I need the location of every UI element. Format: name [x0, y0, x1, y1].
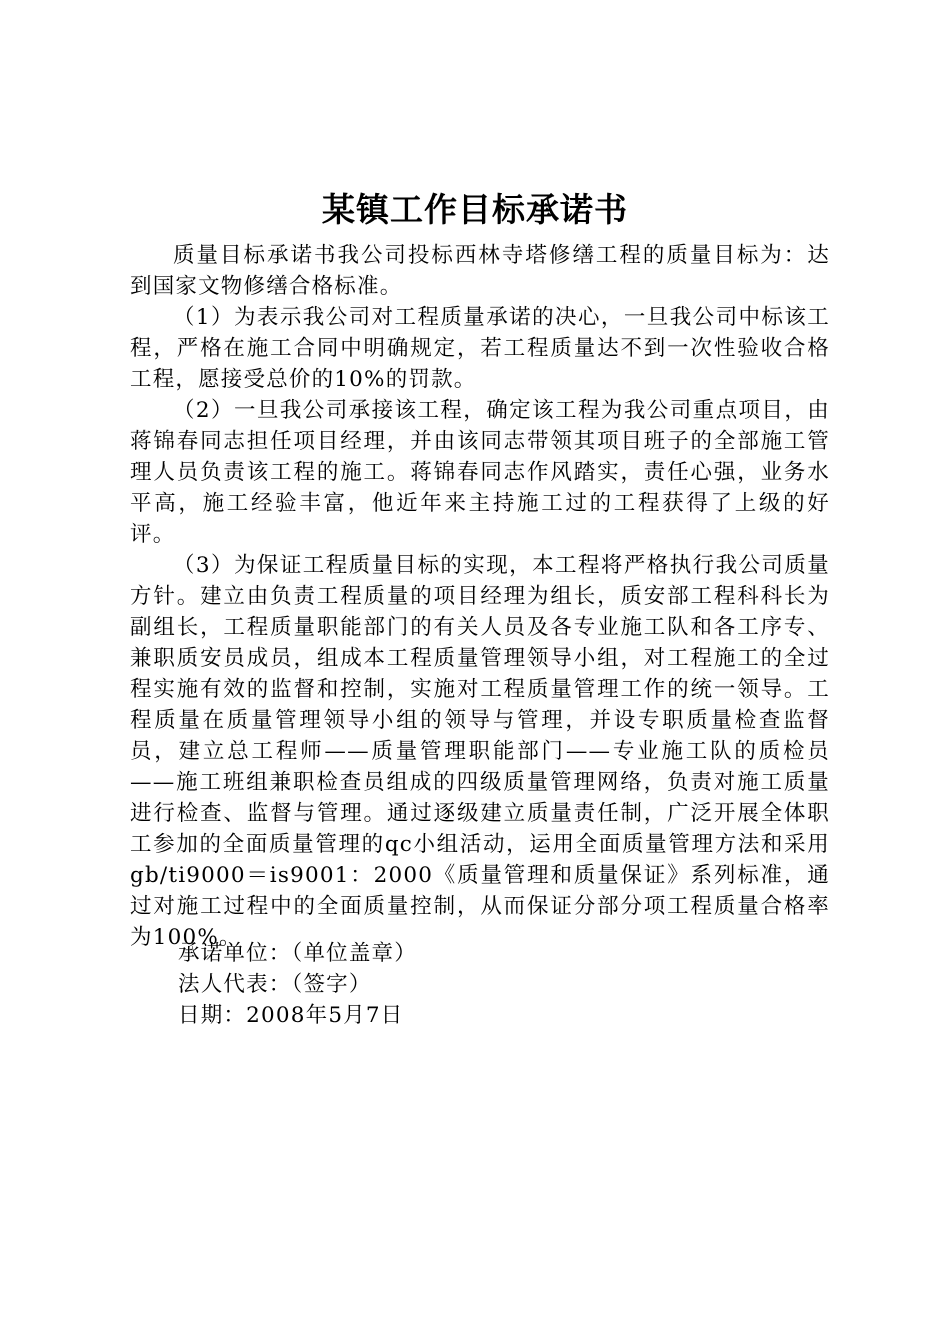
- signature-date: 日期：2008年5月7日: [178, 1003, 404, 1028]
- document-title: 某镇工作目标承诺书: [322, 190, 628, 229]
- signature-unit: 承诺单位：（单位盖章）: [178, 941, 417, 966]
- signature-representative: 法人代表：（签字）: [178, 972, 372, 997]
- paragraph-item-1: （1）为表示我公司对工程质量承诺的决心，一旦我公司中标该工程，严格在施工合同中明确规定，若工程质量达不到一次性验收合格工程，愿接受总价的10%的罚款。: [130, 305, 830, 392]
- signature-block: [178, 938, 828, 1031]
- paragraph-item-3: （3）为保证工程质量目标的实现，本工程将严格执行我公司质量方针。建立由负责工程质量的项目经理为组长，质安部工程科科长为副组长，工程质量职能部门的有关人员及各专业施工队和各工序专、兼职质安员成员，组成本工程质量管理领导小组，对工程施工的全过程实施有效的监督和控制，实施对工程质量管理工作的统一领导。工程质量在质量管理领导小组的领导与管理，并设专职质量检查监督员，建立总工程师——质量管理职能部门——专业施工队的质检员——施工班组兼职检查员组成的四级质量管理网络，负责对施工质量进行检查、监督与管理。通过逐级建立质量责任制，广泛开展全体职工参加的全面质量管理的qc小组活动，运用全面质量管理方法和采用gb/ti9000＝is9001：2000《质量管理和质量保证》系列标准，通过对施工过程中的全面质量控制，从而保证分部分项工程质量合格率为100%。: [130, 553, 830, 950]
- paragraph-item-2: （2）一旦我公司承接该工程，确定该工程为我公司重点项目，由蒋锦春同志担任项目经理，并由该同志带领其项目班子的全部施工管理人员负责该工程的施工。蒋锦春同志作风踏实，责任心强，业务水平高，施工经验丰富，他近年来主持施工过的工程获得了上级的好评。: [130, 398, 830, 547]
- document-body: [130, 240, 830, 953]
- paragraph-intro: 质量目标承诺书我公司投标西林寺塔修缮工程的质量目标为：达到国家文物修缮合格标准。: [130, 243, 830, 299]
